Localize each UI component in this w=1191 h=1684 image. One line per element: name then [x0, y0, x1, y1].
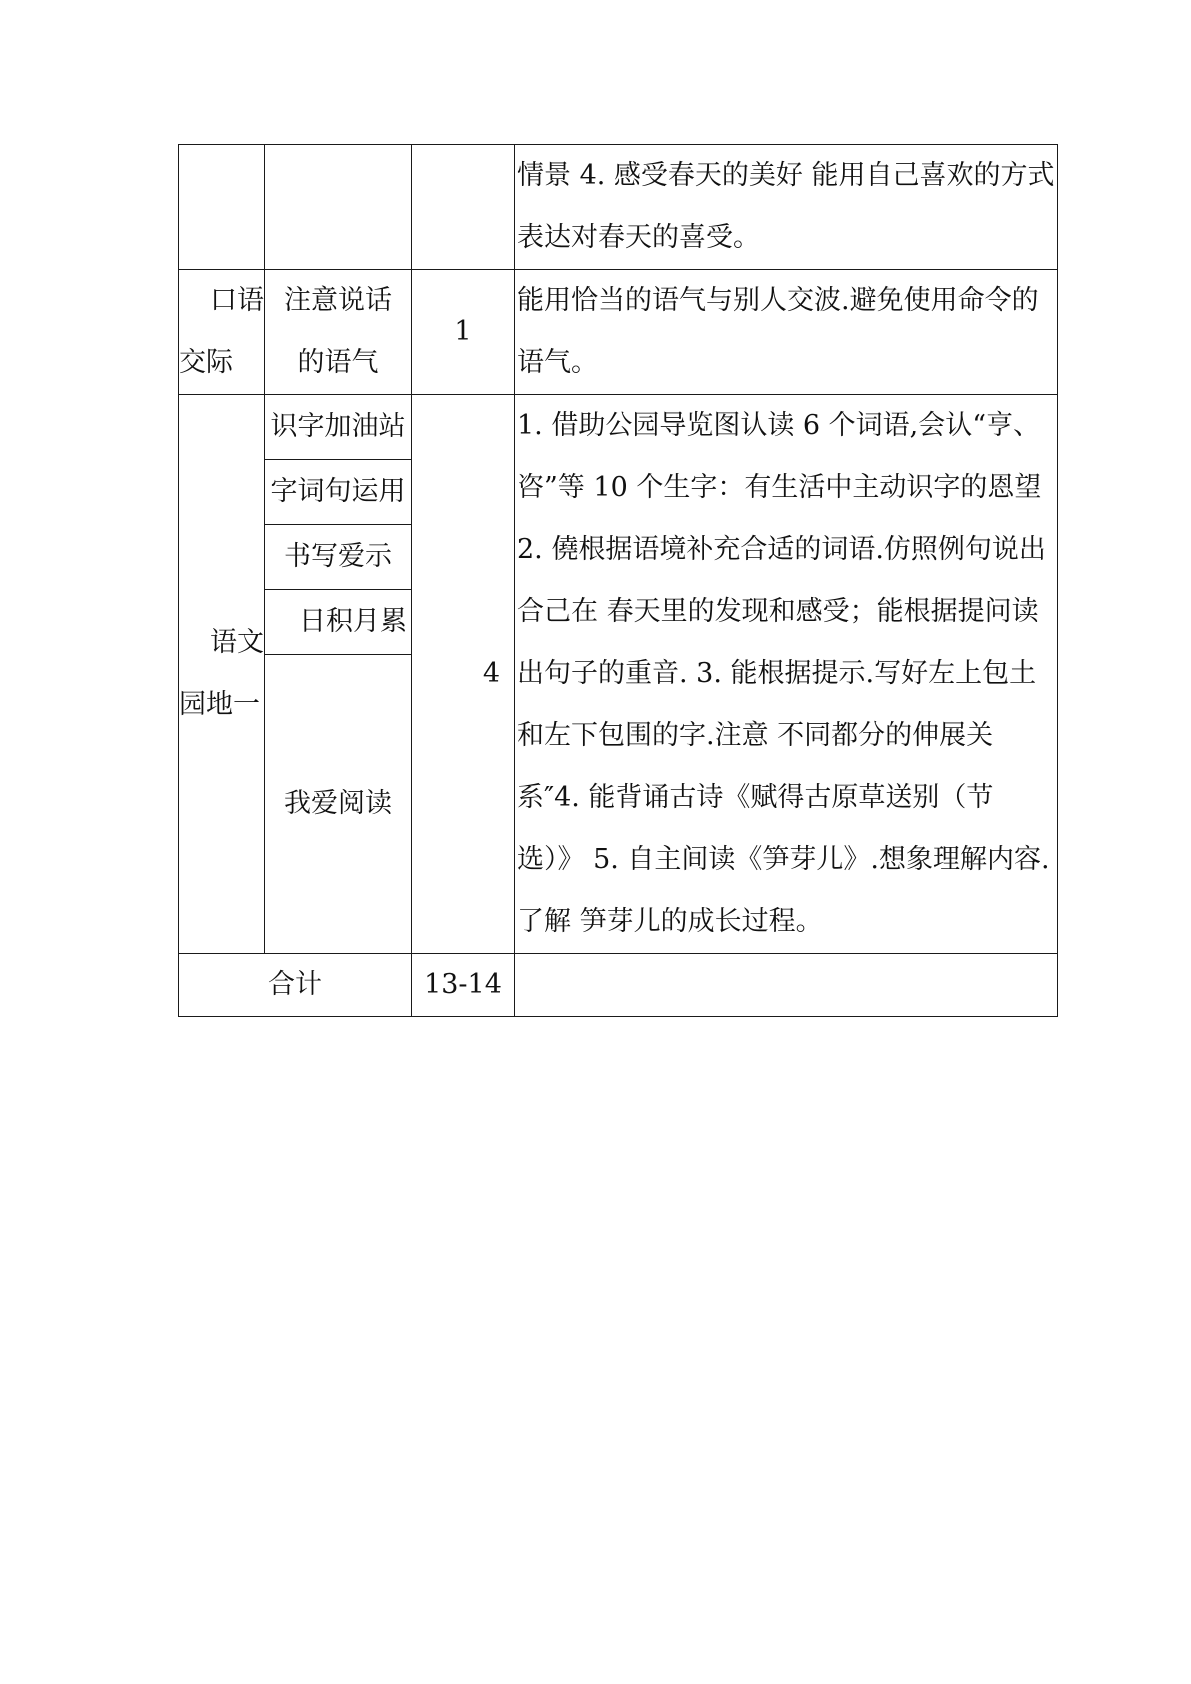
- table-row-oral-communication: [179, 270, 1058, 395]
- garden-item-accumulation: 日积月累: [265, 589, 412, 654]
- garden-item-reading: 我爱阅读: [265, 654, 412, 953]
- description-cell: [515, 145, 1058, 270]
- category-line-2: 交际: [179, 347, 233, 378]
- topic-cell-empty: [265, 145, 412, 270]
- garden-item-writing: 书写爱示: [265, 524, 412, 589]
- topic-cell-oral: [265, 270, 412, 395]
- garden-item-literacy: 识字加油站: [265, 395, 412, 460]
- description-text: 1. 借助公园导览图认读 6 个词语,会认“亨、咨”等 10 个生字：有生活中主动识字的恩望 2. 僥根据语境补充合适的词语.仿照例句说出合己在 春天里的发现和感受；能根据提问读出句子的重音. 3. 能根据提示.写好左上包土和左下包围的字.注意 不同都分的伸展关系″4. 能背诵古诗《赋得古原草送别（节选）》 5. 自主间读《笋芽儿》.想象理解内容.了解 笋芽儿的成长过程。: [517, 410, 1050, 937]
- description-cell-garden: [515, 395, 1058, 954]
- total-hours: 13-14: [424, 969, 502, 1000]
- category-cell-oral: [179, 270, 265, 395]
- total-description-cell: [515, 954, 1058, 1017]
- garden-item-word-usage: 字词句运用: [265, 459, 412, 524]
- hours-cell-empty: [412, 145, 515, 270]
- hours-cell-oral: [412, 270, 515, 395]
- hours-value: 4: [482, 658, 500, 689]
- category-cell-empty: [179, 145, 265, 270]
- total-label: 合计: [268, 969, 322, 1000]
- hours-cell-garden: [412, 395, 515, 954]
- hours-value: 1: [454, 316, 472, 347]
- curriculum-table: [178, 144, 1058, 1017]
- category-line-2: 园地一: [179, 689, 260, 720]
- topic-line-2: 的语气: [297, 347, 379, 378]
- table-row-total: [179, 954, 1058, 1017]
- category-line-1: 语文: [210, 627, 264, 658]
- category-cell-garden: [179, 395, 265, 954]
- description-text: 能用恰当的语气与别人交波.避免使用命令的语气。: [517, 285, 1039, 378]
- total-label-cell: [179, 954, 412, 1017]
- description-cell-oral: [515, 270, 1058, 395]
- table-row-garden: [179, 395, 1058, 460]
- table-row-continuation: [179, 145, 1058, 270]
- total-hours-cell: [412, 954, 515, 1017]
- description-text: 情景 4. 感受春天的美好 能用自己喜欢的方式表达对春天的喜受。: [517, 160, 1055, 253]
- topic-line-1: 注意说话: [284, 285, 392, 316]
- category-line-1: 口语: [210, 285, 264, 316]
